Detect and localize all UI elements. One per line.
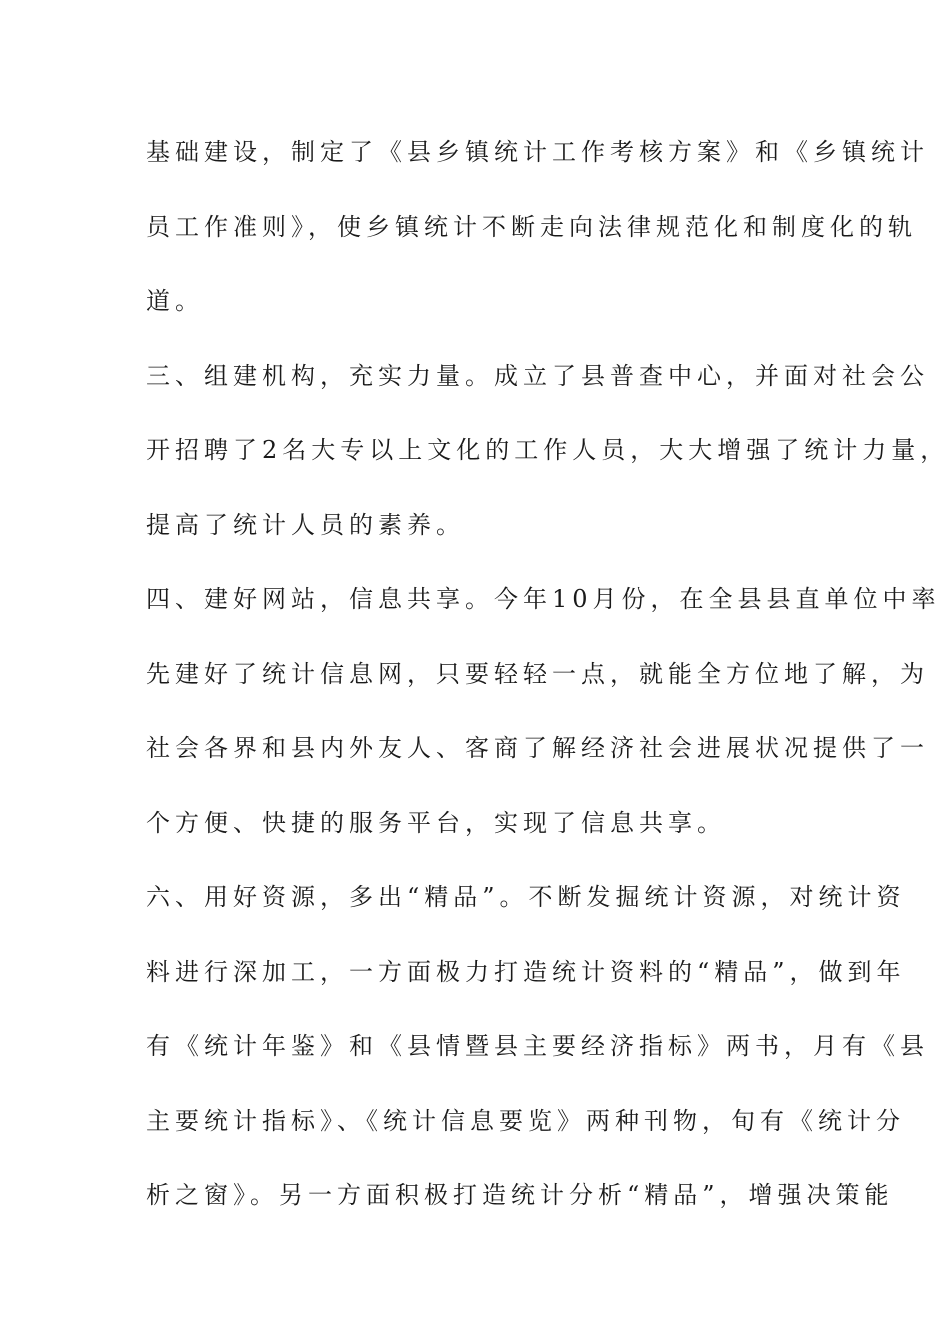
text-line: 个方便、快捷的服务平台，实现了信息共享。 xyxy=(146,808,726,837)
text-line: 基础建设，制定了《县乡镇统计工作考核方案》和《乡镇统计 xyxy=(146,138,929,166)
text-line: 提高了统计人员的素养。 xyxy=(146,510,465,539)
text-line: 员工作准则》，使乡镇统计不断走向法律规范化和制度化的轨 xyxy=(146,212,917,241)
text-line: 六、用好资源，多出“精品”。不断发掘统计资源，对统计资 xyxy=(146,883,906,911)
document-body xyxy=(146,132,950,1250)
text-line: 先建好了统计信息网，只要轻轻一点，就能全方位地了解，为 xyxy=(146,659,929,688)
text-line: 料进行深加工，一方面极力打造统计资料的“精品”，做到年 xyxy=(146,957,906,986)
text-line: 开招聘了2名大专以上文化的工作人员，大大增强了统计力量， xyxy=(146,436,950,464)
text-line: 四、建好网站，信息共享。今年10月份，在全县县直单位中率 xyxy=(146,585,941,613)
text-line: 主要统计指标》、《统计信息要览》两种刊物，旬有《统计分 xyxy=(146,1106,905,1135)
text-line: 有《统计年鉴》和《县情暨县主要经济指标》两书，月有《县 xyxy=(146,1032,929,1060)
text-line: 社会各界和县内外友人、客商了解经济社会进展状况提供了一 xyxy=(146,734,929,762)
text-line: 道。 xyxy=(146,287,204,315)
text-line: 析之窗》。另一方面积极打造统计分析“精品”，增强决策能 xyxy=(146,1181,894,1209)
text-line: 三、组建机构，充实力量。成立了县普查中心，并面对社会公 xyxy=(146,361,929,390)
